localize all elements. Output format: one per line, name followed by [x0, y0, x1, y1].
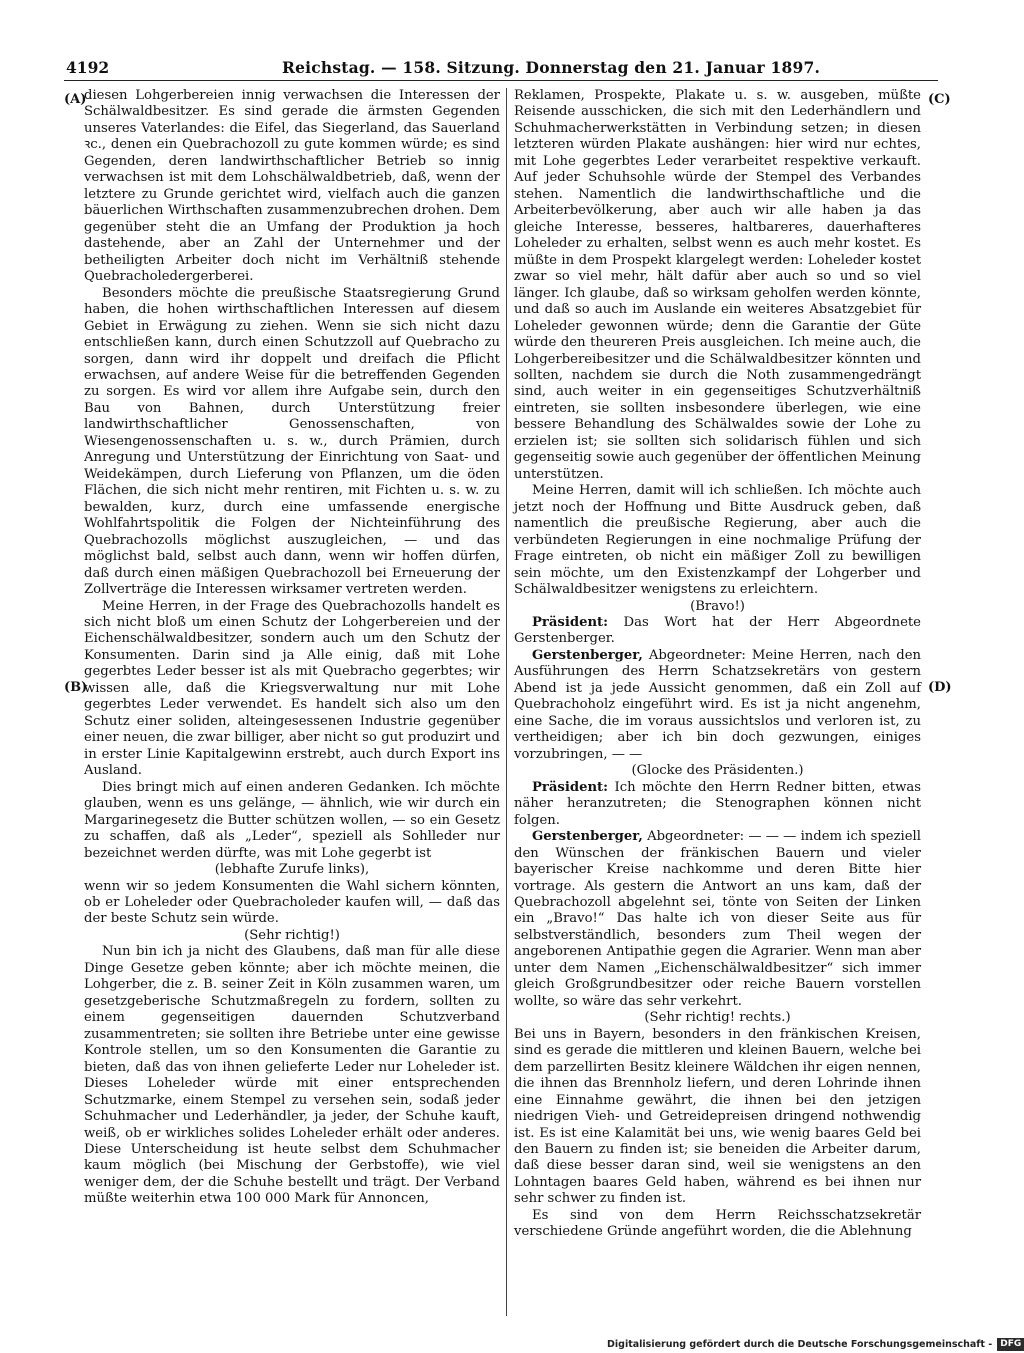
speaker-paragraph [514, 780, 921, 829]
paragraph [514, 1027, 921, 1208]
paragraph-text: (lebhafte Zurufe links), [214, 862, 370, 878]
paragraph-text: wenn wir so jedem Konsumenten die Wahl sichern könnten, ob er Loheleder oder Quebracholeder kaufen will, — daß das der beste Schutz sein würde. [84, 878, 500, 927]
speaker-name: Gerstenberger, [532, 829, 643, 845]
paragraph [514, 483, 921, 598]
margin-letter-b: (B) [64, 680, 88, 695]
paragraph-text: diesen Lohgerbereien innig verwachsen die Interessen der Schälwaldbesitzer. Es sind gerade die ärmsten Gegenden unseres Vaterlandes: die Eifel, das Siegerland, das Sauerland ꝛc., denen ein Quebrachozoll zu gute kommen würde; es sind Gegenden, deren landwirthschaftlicher Betrieb so innig verwachsen ist mit dem Lohschälwaldbetrieb, daß, wenn der letztere zu Grunde gerichtet wird, vielfach auch die ganzen bäuerlichen Wirthschaften zusammenzubrechen drohen. Dem gegenüber steht die an Umfang der Produktion ja hoch dastehende, aber an Zahl der Unternehmer und der betheiligten Arbeiter doch nicht im Verhältniß stehende Quebracholedergerberei. [84, 88, 500, 285]
paragraph-text: (Sehr richtig! rechts.) [644, 1010, 791, 1026]
interjection [84, 862, 500, 878]
paragraph-text: Bei uns in Bayern, besonders in den fränkischen Kreisen, sind es gerade die mittleren und kleinen Bauern, welche bei dem parzellirten Besitz kleinere Wäldchen ihr eigen nennen, die ihnen das Brennholz liefern, und deren Lohrinde ihnen eine Einnahme gewährt, die ihnen bei den jetzigen niedrigen Vieh- und Getreidepreisen dringend nothwendig ist. Es ist eine Kalamität bei uns, wie wenig baares Geld bei den Bauern zu finden ist; sie beneiden die Arbeiter darum, daß diese besser daran sind, weil sie wenigstens an den Lohntagen baares Geld haben, während es bei ihnen nur sehr schwer zu finden ist. [514, 1026, 921, 1207]
speaker-paragraph [514, 648, 921, 763]
paragraph [84, 286, 500, 599]
left-column [84, 88, 500, 1316]
margin-letter-d: (D) [928, 680, 952, 695]
paragraph-text: Abgeordneter: Meine Herren, nach den Ausführungen des Herrn Schatzsekretärs von gestern Abend ist ja jede Aussicht genommen, daß ein Zoll auf Quebrachoholz eingeführt wird. Es ist ja nicht angenehm, eine Sache, die im voraus aussichtslos und verloren ist, zu vertheidigen; aber ich bin doch gezwungen, einiges vorzubringen, — — [514, 647, 921, 762]
paragraph [84, 88, 500, 286]
right-column [514, 88, 921, 1316]
paragraph-text: Dies bringt mich auf einen anderen Gedanken. Ich möchte glauben, wenn es uns gelänge, — ähnlich, wie wir durch ein Margarinegesetz die Butter schützen wollen, — so ein Gesetz zu schaffen, daß als „Leder“, speziell als Sohlleder nur bezeichnet werden dürfte, was mit Lohe gegerbt ist [84, 779, 500, 861]
paragraph-text: Nun bin ich ja nicht des Glaubens, daß man für alle diese Dinge Gesetze geben könnte; aber ich möchte meinen, die Lohgerber, die z. B. seiner Zeit in Köln zusammen waren, um gesetzgeberische Schutzmaßregeln zu fordern, sollten zu einem gegenseitigen dauernden Schutzverband zusammentreten; sie sollten ihre Betriebe unter eine gewisse Kontrole stellen, um so den Konsumenten die Garantie zu bieten, daß das von ihnen gelieferte Leder nur Loheleder ist. Dieses Loheleder würde mit einer entsprechenden Schutzmarke, einem Stempel zu versehen sein, sodaß jeder Schuhmacher und Lederhändler, ja jeder, der Schuhe kauft, weiß, ob er wirkliches solides Loheleder erhält oder anderes. Diese Unterscheidung ist heute selbst dem Schuhmacher kaum möglich (bei Mischung der Gerbstoffe), wie viel weniger dem, der die Schuhe bestellt und trägt. Der Verband müßte weiterhin etwa 100 000 Mark für Annoncen, [84, 944, 500, 1207]
page-header [64, 56, 938, 81]
speaker-name: Gerstenberger, [532, 647, 643, 663]
paragraph-text: Meine Herren, in der Frage des Quebrachozolls handelt es sich nicht bloß um einen Schutz der Lohgerbereien und der Eichenschälwaldbesitzer, sondern auch um den Schutz der Konsumenten. Darin sind ja Alle einig, daß mit Lohe gegerbtes Leder besser ist als mit Quebracho gegerbtes; wir wissen alle, daß die Kriegsverwaltung nur mit Lohe gegerbtes Leder verwendet. Es handelt sich also um den Schutz einer soliden, alteingesessenen Industrie gegenüber einer neuen, die zwar billiger, aber nicht so gut produzirt und in erster Linie Kapitalgewinn erstrebt, auch durch Export ins Ausland. [84, 598, 500, 779]
paragraph-text: Meine Herren, damit will ich schließen. Ich möchte auch jetzt noch der Hoffnung und Bitte Ausdruck geben, daß namentlich die preußische Regierung, aber auch die verbündeten Regierungen in eine nochmalige Prüfung der Frage eintreten, ob nicht ein mäßiger Zoll zu bewilligen sein möchte, um den Existenzkampf der Lohgerber und Schälwaldbesitzer wenigstens zu erleichtern. [514, 483, 921, 598]
paragraph-text: Besonders möchte die preußische Staatsregierung Grund haben, die hohen wirthschaftlichen Interessen auf diesem Gebiet in Erwägung zu ziehen. Wenn sie sich nicht dazu entschließen kann, durch einen Schutzzoll auf Quebracho zu sorgen, dann wird ihr doppelt und dreifach die Pflicht erwachsen, auf andere Weise für die betreffenden Gegenden zu sorgen. Es wird vor allem ihre Aufgabe sein, durch den Bau von Bahnen, durch Unterstützung freier landwirthschaftlicher Genossenschaften, von Wiesengenossenschaften u. s. w., durch Prämien, durch Anregung und Unterstützung der Einrichtung von Saat- und Weidekämpen, durch Lieferung von Pflanzen, um die öden Flächen, die sich nicht mehr rentiren, mit Fichten u. s. w. zu bewalden, kurz, durch eine umfassende energische Wohlfahrtspolitik die Folgen der Nichteinführung des Quebrachozolls möglichst auszugleichen, — und das möglichst bald, selbst auch dann, wenn wir hoffen dürfen, daß durch einen mäßigen Quebrachozoll bei Erneuerung der Zollverträge die Interessen wirksamer vertreten werden. [84, 285, 500, 598]
paragraph [84, 879, 500, 928]
digitization-footer [607, 1338, 1024, 1352]
speaker-name: Präsident: [532, 615, 609, 630]
speaker-paragraph [514, 615, 921, 648]
paragraph-text: Ich möchte den Herrn Redner bitten, etwas näher heranzutreten; die Stenographen können nicht folgen. [514, 779, 921, 828]
interjection [514, 599, 921, 615]
paragraph [514, 1208, 921, 1241]
interjection [514, 763, 921, 779]
column-divider [506, 88, 507, 1316]
paragraph [514, 88, 921, 483]
footer-credit: Digitalisierung gefördert durch die Deutsche Forschungsgemeinschaft - [607, 1339, 993, 1350]
interjection [514, 1010, 921, 1026]
margin-letter-c: (C) [928, 92, 951, 107]
speaker-name: Präsident: [532, 779, 609, 795]
running-title: Reichstag. — 158. Sitzung. Donnerstag den 21. Januar 1897. [282, 58, 821, 77]
paragraph-text: Abgeordneter: — — — indem ich speziell den Wünschen der fränkischen Bauern und vieler bayerischer Kreise nachkomme und deren Bitte hier vortrage. Als gestern die Antwort an uns kam, daß der Quebrachozoll abgelehnt sei, tönte von Seiten der Linken ein „Bravo!“ Das halte ich von dieser Seite aus für selbstverständlich, besonders zum Theil wegen der angeborenen Antipathie gegen die Agrarier. Wenn man aber unter dem Namen „Eichenschälwaldbesitzer“ sich immer gleich Großgrundbesitzer oder reiche Bauern vorstellen wollte, so wäre das sehr verkehrt. [514, 829, 921, 1009]
paragraph [84, 780, 500, 862]
paragraph-text: (Sehr richtig!) [244, 927, 340, 943]
paragraph-text: Das Wort hat der Herr Abgeordnete Gerstenberger. [514, 615, 921, 647]
paragraph [84, 944, 500, 1208]
paragraph-text: (Bravo!) [690, 598, 745, 614]
dfg-logo: DFG [997, 1338, 1024, 1351]
paragraph-text: (Glocke des Präsidenten.) [631, 763, 804, 779]
paragraph-text: Reklamen, Prospekte, Plakate u. s. w. ausgeben, müßte Reisende ausschicken, die sich mit den Lederhändlern und Schuhmacherwerkstätten in Verbindung setzen; in diesen letzteren würden Plakate aushängen: hier wird nur echtes, mit Lohe gegerbtes Leder verarbeitet respektive verkauft. Auf jeder Schuhsohle würde der Stempel des Verbandes stehen. Namentlich die landwirthschaftliche und die Arbeiterbevölkerung, aber auch wir alle haben ja das gleiche Interesse, besseres, haltbareres, dauerhafteres Loheleder zu erhalten, selbst wenn es auch mehr kostet. Es müßte in dem Prospekt klargelegt werden: Loheleder kostet zwar so viel mehr, hält dafür aber auch so und so viel länger. Ich glaube, daß so wirksam geholfen werden könnte, und daß so auch im Auslande ein weiteres Absatzgebiet für Loheleder gewonnen würde; denn die Garantie der Güte würde den theureren Preis ausgleichen. Ich meine auch, die Lohgerbereibesitzer und die Schälwaldbesitzer könnten und sollten, nachdem sie durch die Noth zusammengedrängt sind, auch weiter in ein gegenseitiges Schutzverhältniß eintreten, sie sollten insbesondere überlegen, wie eine bessere Behandlung des Schälwaldes sowie der Lohe zu erzielen ist; sie sollten sich solidarisch fühlen und sich gegenseitig sowie auch gegenüber der öffentlichen Meinung unterstützen. [514, 88, 921, 482]
paragraph [84, 599, 500, 780]
paragraph-text: Es sind von dem Herrn Reichsschatzsekretär verschiedene Gründe angeführt worden, die die Ablehnung [514, 1207, 921, 1240]
interjection [84, 928, 500, 944]
margin-letter-a: (A) [64, 92, 87, 107]
speaker-paragraph [514, 829, 921, 1010]
page-number: 4192 [66, 58, 110, 77]
